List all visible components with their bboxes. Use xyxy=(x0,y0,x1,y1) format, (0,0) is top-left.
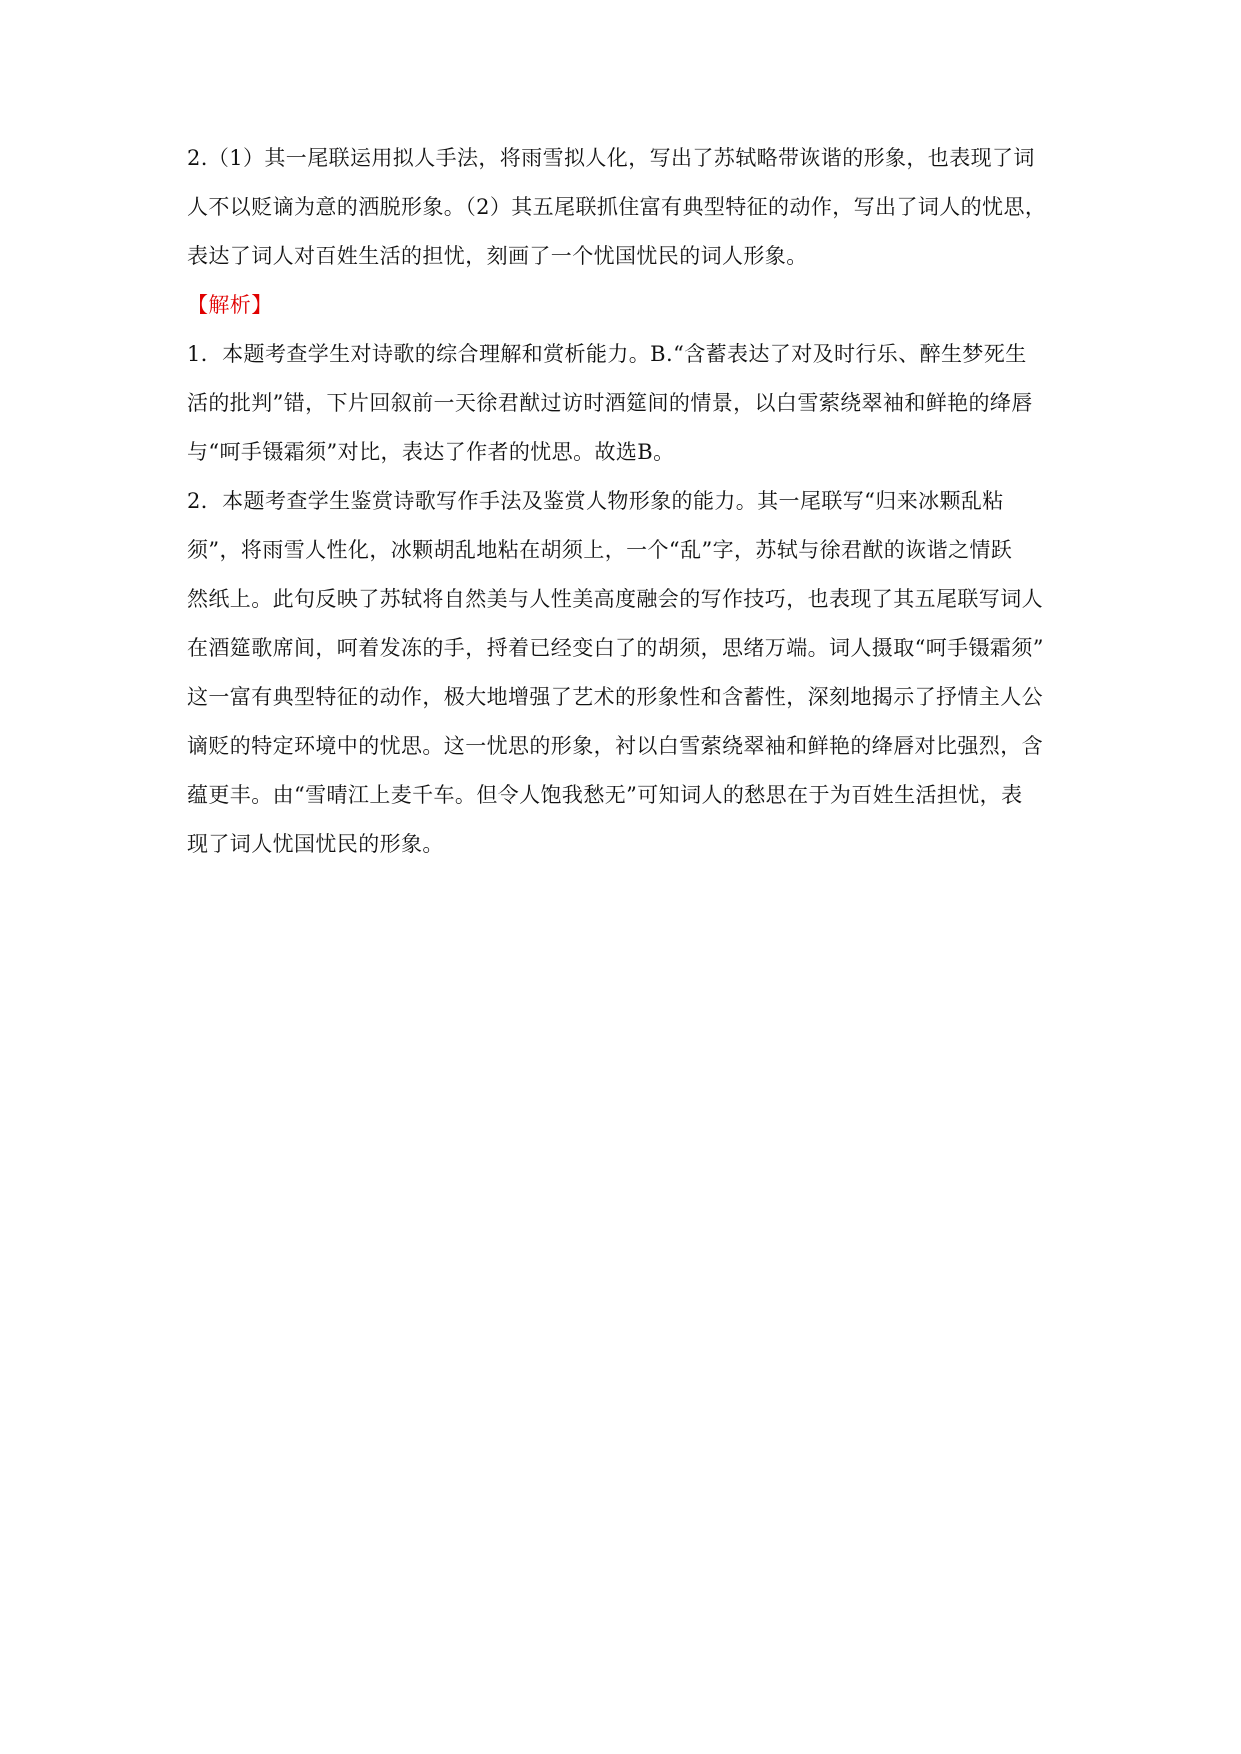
analysis-item-2-line: 然纸上。此句反映了苏轼将自然美与人性美高度融会的写作技巧，也表现了其五尾联写词人 xyxy=(187,587,1043,611)
analysis-item-2-line: 这一富有典型特征的动作，极大地增强了艺术的形象性和含蓄性，深刻地揭示了抒情主人公 xyxy=(187,685,1043,709)
analysis-item-2-line: 现了词人忧国忧民的形象。 xyxy=(187,832,444,856)
document-body xyxy=(187,134,1067,869)
analysis-item-1-line: 活的批判”错，下片回叙前一天徐君猷过访时酒筵间的情景，以白雪萦绕翠袖和鲜艳的绛唇 xyxy=(187,391,1033,415)
analysis-item-1-line: 与“呵手镊霜须”对比，表达了作者的忧思。故选B。 xyxy=(187,440,675,464)
analysis-item-2-line: 蕴更丰。由“雪晴江上麦千车。但令人饱我愁无”可知词人的愁思在于为百姓生活担忧，表 xyxy=(187,783,1023,807)
analysis-item-2-line: 须”，将雨雪人性化，冰颗胡乱地粘在胡须上，一个“乱”字，苏轼与徐君猷的诙谐之情跃 xyxy=(187,538,1013,562)
analysis-item-2-line: 谪贬的特定环境中的忧思。这一忧思的形象，衬以白雪萦绕翠袖和鲜艳的绛唇对比强烈，含 xyxy=(187,734,1043,758)
answer-2-line: 表达了词人对百姓生活的担忧，刻画了一个忧国忧民的词人形象。 xyxy=(187,244,808,268)
answer-2-paragraph xyxy=(187,134,1067,281)
analysis-item-1 xyxy=(187,330,1067,477)
answer-2-line: 2.（1）其一尾联运用拟人手法，将雨雪拟人化，写出了苏轼略带诙谐的形象，也表现了词 xyxy=(187,146,1035,170)
analysis-item-2-line: 2．本题考查学生鉴赏诗歌写作手法及鉴赏人物形象的能力。其一尾联写“归来冰颗乱粘 xyxy=(187,489,1004,513)
analysis-heading: 【解析】 xyxy=(187,293,273,317)
analysis-item-2-line: 在酒筵歌席间，呵着发冻的手，捋着已经变白了的胡须，思绪万端。词人摄取“呵手镊霜须” xyxy=(187,636,1044,660)
answer-2-line: 人不以贬谪为意的洒脱形象。（2）其五尾联抓住富有典型特征的动作，写出了词人的忧思， xyxy=(187,195,1047,219)
analysis-item-2 xyxy=(187,477,1067,869)
analysis-item-1-line: 1．本题考查学生对诗歌的综合理解和赏析能力。B.“含蓄表达了对及时行乐、醉生梦死生 xyxy=(187,342,1027,366)
